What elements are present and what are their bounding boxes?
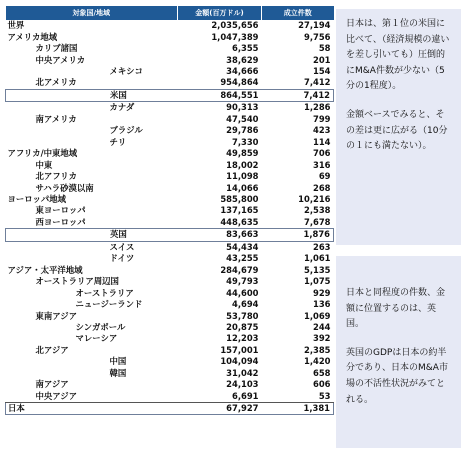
amount-cell: 43,255 xyxy=(226,253,259,264)
region-name-cell: 世界 xyxy=(7,20,25,31)
table-row xyxy=(6,31,334,42)
table-row xyxy=(6,253,334,264)
table-row xyxy=(6,77,334,89)
region-name-cell: 米国 xyxy=(6,89,178,101)
header-region: 対象国/地域 xyxy=(6,6,178,20)
header-count: 成立件数 xyxy=(262,6,334,20)
region-name-cell: アフリカ/中東地域 xyxy=(7,148,78,159)
amount-cell: 585,800 xyxy=(220,194,259,205)
table-row xyxy=(6,241,334,253)
region-name-cell: 中東 xyxy=(35,159,53,170)
commentary-text: 日本は、第１位の米国に比べて、（経済規模の違いを差し引いても）圧倒的にM&A件数が少ない（5分の1程度）。 xyxy=(346,19,450,92)
count-cell: 58 xyxy=(318,43,331,54)
amount-cell: 20,875 xyxy=(226,322,259,332)
amount-cell: 6,355 xyxy=(232,43,259,54)
count-cell: 244 xyxy=(313,322,331,332)
table-row xyxy=(6,391,334,403)
table-row xyxy=(6,379,334,390)
amount-cell: 53,780 xyxy=(226,310,259,321)
region-name-cell: 中央アメリカ xyxy=(35,54,86,65)
count-cell: 7,412 xyxy=(304,77,331,88)
region-name-cell: チリ xyxy=(109,136,127,147)
region-name-cell: メキシコ xyxy=(109,66,143,77)
amount-cell: 12,203 xyxy=(226,333,259,344)
region-name-cell: マレーシア xyxy=(75,333,118,344)
amount-cell: 448,635 xyxy=(220,216,259,227)
count-cell: 929 xyxy=(313,287,331,298)
table-row xyxy=(6,322,334,333)
amount-cell: 157,001 xyxy=(220,344,259,355)
commentary-text: 日本と同程度の件数、金額に位置するのは、英国。 xyxy=(346,288,446,330)
ma-statistics-table-container xyxy=(5,6,333,415)
count-cell: 706 xyxy=(313,148,331,159)
region-name-cell: カナダ xyxy=(109,102,135,113)
count-cell: 263 xyxy=(313,241,331,252)
table-row xyxy=(6,125,334,136)
count-cell: 5,135 xyxy=(304,264,331,275)
region-name-cell: カリブ諸国 xyxy=(35,43,78,54)
count-cell: 268 xyxy=(313,182,331,193)
region-name-cell: アメリカ地域 xyxy=(7,31,58,42)
region-name-cell: シンガポール xyxy=(75,322,126,332)
amount-cell: 2,035,656 xyxy=(211,20,259,31)
amount-cell: 104,094 xyxy=(220,356,259,367)
region-name-cell: 中央アジア xyxy=(6,391,178,403)
table-row xyxy=(6,356,334,367)
region-name-cell: 韓国 xyxy=(109,367,127,378)
count-cell: 201 xyxy=(313,54,331,65)
table-row xyxy=(6,310,334,321)
region-name-cell: オーストラリア xyxy=(75,287,134,298)
count-cell: 1,286 xyxy=(304,102,331,113)
amount-cell: 47,540 xyxy=(226,113,259,124)
table-row xyxy=(6,20,334,31)
commentary-text: 金額ベースでみると、その差は更に広がる（10分の１にも満たない）。 xyxy=(346,109,448,152)
amount-cell: 954,864 xyxy=(220,77,259,88)
region-name-cell: 北アジア xyxy=(35,344,69,355)
amount-cell: 284,679 xyxy=(220,264,259,275)
amount-cell: 1,047,389 xyxy=(211,31,259,42)
count-cell: 9,756 xyxy=(304,31,331,42)
amount-cell: 49,859 xyxy=(226,148,259,159)
amount-cell: 54,434 xyxy=(226,241,259,252)
region-name-cell: ブラジル xyxy=(109,125,143,136)
count-cell: 7,678 xyxy=(304,216,331,227)
table-row xyxy=(6,217,334,229)
count-cell: 2,538 xyxy=(304,205,331,216)
region-name-cell: 南アジア xyxy=(35,379,69,390)
count-cell: 423 xyxy=(313,125,331,136)
amount-cell: 38,629 xyxy=(226,54,259,65)
amount-cell: 7,330 xyxy=(232,136,259,147)
table-row xyxy=(6,159,334,170)
table-row xyxy=(6,66,334,77)
amount-cell: 44,600 xyxy=(226,287,259,298)
count-cell: 136 xyxy=(313,299,331,310)
table-row xyxy=(6,265,334,276)
region-name-cell: 北アメリカ xyxy=(35,77,77,88)
region-name-cell: 東南アジア xyxy=(35,310,78,321)
table-row xyxy=(6,148,334,159)
amount-cell: 6,691 xyxy=(178,391,262,403)
table-row xyxy=(6,402,334,414)
table-row xyxy=(6,368,334,379)
region-name-cell: ドイツ xyxy=(109,253,135,264)
count-cell: 1,381 xyxy=(262,402,334,414)
table-row xyxy=(6,333,334,344)
table-row xyxy=(6,54,334,65)
region-name-cell: サハラ砂漠以南 xyxy=(35,182,94,193)
count-cell: 114 xyxy=(313,136,331,147)
count-cell: 606 xyxy=(313,379,331,390)
amount-cell: 83,663 xyxy=(178,229,262,241)
count-cell: 1,876 xyxy=(262,229,334,241)
amount-cell: 29,786 xyxy=(226,125,259,136)
table-row xyxy=(6,171,334,182)
region-name-cell: ニュージーランド xyxy=(75,299,143,310)
commentary-text: 英国のGDPは日本の約半分であり、日本のM&A市場の不活性状況がみてとれる。 xyxy=(346,347,448,405)
amount-cell: 11,098 xyxy=(226,171,259,182)
count-cell: 10,216 xyxy=(298,194,331,205)
table-body xyxy=(6,20,334,415)
table-row xyxy=(6,194,334,205)
count-cell: 1,075 xyxy=(304,276,331,287)
region-name-cell: 英国 xyxy=(6,229,178,241)
count-cell: 1,420 xyxy=(304,356,331,367)
region-name-cell: 南アメリカ xyxy=(35,113,77,124)
table-header-row xyxy=(6,6,334,20)
table-row xyxy=(6,182,334,193)
table-row xyxy=(6,287,334,298)
region-name-cell: 日本 xyxy=(6,402,178,414)
amount-cell: 31,042 xyxy=(226,367,259,378)
amount-cell: 14,066 xyxy=(226,182,259,193)
amount-cell: 864,551 xyxy=(178,89,262,101)
count-cell: 154 xyxy=(313,66,331,77)
amount-cell: 90,313 xyxy=(226,102,259,113)
amount-cell: 18,002 xyxy=(226,159,259,170)
count-cell: 1,069 xyxy=(304,310,331,321)
count-cell: 7,412 xyxy=(262,89,334,101)
region-name-cell: アジア・太平洋地域 xyxy=(7,264,83,275)
commentary-panel-uk xyxy=(336,256,461,448)
count-cell: 658 xyxy=(313,367,331,378)
table-row xyxy=(6,89,334,101)
count-cell: 2,385 xyxy=(304,344,331,355)
region-name-cell: スイス xyxy=(109,241,135,252)
region-name-cell: 東ヨーロッパ xyxy=(35,205,86,216)
table-row xyxy=(6,102,334,114)
count-cell: 799 xyxy=(313,113,331,124)
region-name-cell: ヨーロッパ地域 xyxy=(7,194,66,205)
table-row xyxy=(6,114,334,125)
table-row xyxy=(6,43,334,54)
table-row xyxy=(6,299,334,310)
count-cell: 1,061 xyxy=(304,253,331,264)
count-cell: 69 xyxy=(318,171,331,182)
commentary-panel-usa xyxy=(336,9,461,245)
table-row xyxy=(6,345,334,356)
ma-statistics-table xyxy=(5,6,334,415)
region-name-cell: オーストラリア周辺国 xyxy=(35,276,119,287)
table-row xyxy=(6,229,334,241)
region-name-cell: 北アフリカ xyxy=(35,171,77,182)
table-row xyxy=(6,205,334,216)
table-row xyxy=(6,276,334,287)
header-amount: 金額(百万ドル) xyxy=(178,6,262,20)
count-cell: 392 xyxy=(313,333,331,344)
amount-cell: 34,666 xyxy=(226,66,259,77)
amount-cell: 24,103 xyxy=(226,379,259,390)
amount-cell: 67,927 xyxy=(178,402,262,414)
count-cell: 316 xyxy=(313,159,331,170)
amount-cell: 137,165 xyxy=(220,205,259,216)
amount-cell: 4,694 xyxy=(232,299,259,310)
count-cell: 27,194 xyxy=(298,20,331,31)
region-name-cell: 中国 xyxy=(109,356,127,367)
amount-cell: 49,793 xyxy=(226,276,259,287)
region-name-cell: 西ヨーロッパ xyxy=(35,216,86,227)
table-row xyxy=(6,137,334,148)
count-cell: 53 xyxy=(262,391,334,403)
